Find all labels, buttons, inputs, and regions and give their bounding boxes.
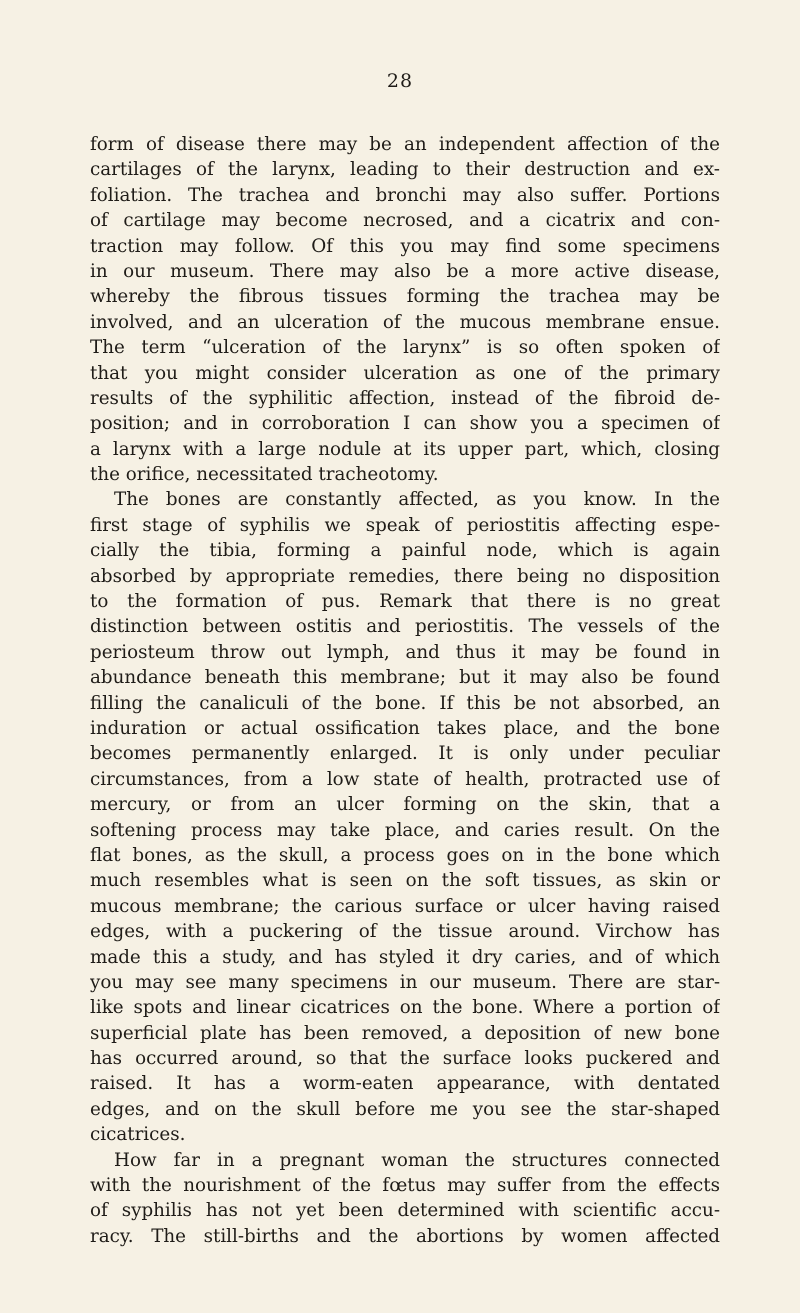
text-line: involved, and an ulceration of the mucous membrane ensue.: [90, 311, 720, 333]
text-line: a larynx with a large nodule at its upper part, which, closing: [90, 438, 720, 460]
text-line: flat bones, as the skull, a process goes on in the bone which: [90, 844, 720, 866]
text-line: of syphilis has not yet been determined with scientific accu-: [90, 1200, 720, 1222]
text-line: results of the syphilitic affection, instead of the fibroid de-: [90, 387, 720, 409]
text-line: to the formation of pus. Remark that there is no great: [90, 591, 720, 613]
text-line: raised. It has a worm-eaten appearance, with dentated: [90, 1073, 720, 1095]
text-line: mucous membrane; the carious surface or ulcer having raised: [90, 895, 720, 917]
text-line: circumstances, from a low state of health, protracted use of: [90, 768, 720, 790]
text-line: whereby the fibrous tissues forming the trachea may be: [90, 286, 720, 308]
text-line: that you might consider ulceration as one of the primary: [90, 362, 720, 384]
paragraph-start-line: The bones are constantly affected, as you know. In the: [114, 489, 720, 511]
text-line: softening process may take place, and caries result. On the: [90, 819, 720, 841]
paragraph-start-line: How far in a pregnant woman the structures connected: [114, 1149, 720, 1171]
text-line: you may see many specimens in our museum. There are star-: [90, 971, 720, 993]
text-line: has occurred around, so that the surface looks puckered and: [90, 1048, 720, 1070]
text-line: cartilages of the larynx, leading to their destruction and ex-: [90, 159, 720, 181]
text-line: in our museum. There may also be a more active disease,: [90, 260, 720, 282]
text-line: with the nourishment of the fœtus may suffer from the effects: [90, 1175, 720, 1197]
text-line: form of disease there may be an independent affection of the: [90, 134, 720, 155]
text-line: filling the canaliculi of the bone. If this be not absorbed, an: [90, 692, 720, 714]
text-line: induration or actual ossification takes place, and the bone: [90, 717, 720, 739]
text-line: absorbed by appropriate remedies, there being no disposition: [90, 565, 720, 587]
text-line: traction may follow. Of this you may find some specimens: [90, 235, 720, 257]
text-line: becomes permanently enlarged. It is only under peculiar: [90, 743, 720, 765]
text-line: first stage of syphilis we speak of periostitis affecting espe-: [90, 514, 720, 536]
text-line: distinction between ostitis and periostitis. The vessels of the: [90, 616, 720, 638]
text-line: periosteum throw out lymph, and thus it may be found in: [90, 641, 720, 663]
paragraph-end-line: the orifice, necessitated tracheotomy.: [90, 464, 439, 486]
text-line: abundance beneath this membrane; but it may also be found: [90, 667, 720, 689]
paragraph-end-line: cicatrices.: [90, 1124, 186, 1146]
text-line: The term “ulceration of the larynx” is so often spoken of: [90, 337, 720, 359]
text-line: of cartilage may become necrosed, and a cicatrix and con-: [90, 210, 720, 232]
text-line: edges, with a puckering of the tissue around. Virchow has: [90, 921, 720, 943]
text-line: like spots and linear cicatrices on the bone. Where a portion of: [90, 997, 720, 1019]
text-line: superficial plate has been removed, a deposition of new bone: [90, 1022, 720, 1044]
text-line: position; and in corroboration I can show you a specimen of: [90, 413, 720, 435]
page-number: 28: [386, 70, 414, 92]
text-line: foliation. The trachea and bronchi may also suffer. Portions: [90, 184, 720, 206]
text-line: cially the tibia, forming a painful node, which is again: [90, 540, 720, 562]
text-line: racy. The still-births and the abortions by women affected: [90, 1225, 720, 1247]
text-line: mercury, or from an ulcer forming on the skin, that a: [90, 794, 720, 816]
text-line: edges, and on the skull before me you see the star-shaped: [90, 1098, 720, 1120]
body-text: [90, 132, 720, 1249]
text-line: much resembles what is seen on the soft tissues, as skin or: [90, 870, 720, 892]
text-line: made this a study, and has styled it dry caries, and of which: [90, 946, 720, 968]
